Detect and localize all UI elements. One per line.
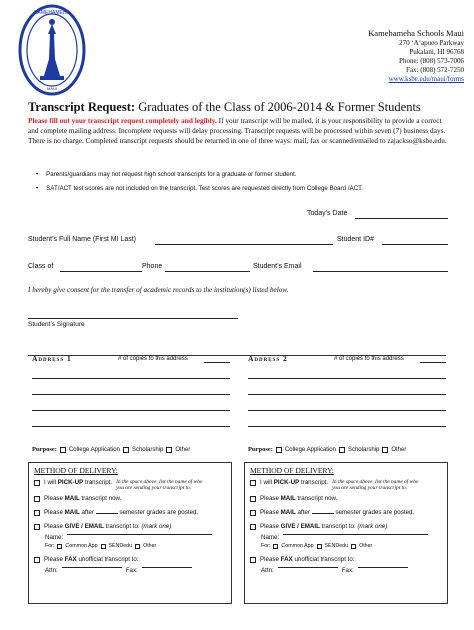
mail-now-option: Please MAIL transcript now. bbox=[245, 495, 447, 502]
phone-label: Phone bbox=[142, 263, 163, 270]
mail-after-option: Please MAIL after semester grades are posted. bbox=[29, 509, 231, 516]
svg-text:KAMEHAMEHA: KAMEHAMEHA bbox=[34, 10, 70, 16]
class-of-field[interactable] bbox=[60, 271, 142, 272]
address-2-line[interactable] bbox=[248, 394, 446, 395]
fax-checkbox[interactable] bbox=[34, 557, 40, 563]
student-id-field[interactable] bbox=[382, 244, 448, 245]
mail-after-checkbox[interactable] bbox=[250, 510, 256, 516]
sendedu-checkbox[interactable] bbox=[101, 544, 106, 549]
mail-now-checkbox[interactable] bbox=[34, 496, 40, 502]
address-1-copies-field[interactable] bbox=[204, 362, 230, 363]
instructions-red: Please fill out your transcript request completely and legibly. bbox=[28, 116, 217, 125]
mail-now-option: Please MAIL transcript now. bbox=[29, 495, 231, 502]
address-line-2: Pukalani, HI 96768 bbox=[409, 48, 464, 56]
address-1-line[interactable] bbox=[32, 410, 230, 411]
mail-after-option: Please MAIL after semester grades are posted. bbox=[245, 509, 447, 516]
give-email-checkbox[interactable] bbox=[34, 524, 40, 530]
address-1-purpose: Purpose: College Application Scholarship Other bbox=[32, 446, 191, 453]
signature-field[interactable] bbox=[28, 318, 238, 319]
college-application-checkbox[interactable] bbox=[60, 447, 66, 453]
address-2-line[interactable] bbox=[248, 426, 446, 427]
pickup-option: I will PICK-UP transcript. In the space above, list the name of who you are sending your transcript to. bbox=[245, 479, 447, 491]
other-checkbox[interactable] bbox=[166, 447, 172, 453]
svg-text:MAUI: MAUI bbox=[47, 86, 57, 91]
give-email-checkbox[interactable] bbox=[250, 524, 256, 530]
college-application-checkbox[interactable] bbox=[276, 447, 282, 453]
address-line-1: 270 ‘A‘apueo Parkway bbox=[399, 39, 464, 47]
give-for-row: For: Common App SENDedu Other bbox=[261, 543, 373, 549]
address-2-line[interactable] bbox=[248, 410, 446, 411]
fax-number: Fax: (808) 572-7250 bbox=[406, 66, 464, 74]
phone-field[interactable] bbox=[165, 271, 250, 272]
email-label: Student’s Email bbox=[253, 263, 302, 270]
note-item: • Parents/guardians may not request high school transcripts for a graduate or former student. bbox=[36, 171, 297, 178]
mail-after-checkbox[interactable] bbox=[34, 510, 40, 516]
address-2-copies-label: # of copies to this address bbox=[334, 356, 404, 362]
give-email-option: Please GIVE / EMAIL transcript to: (mark one) bbox=[245, 523, 447, 530]
give-email-option: Please GIVE / EMAIL transcript to: (mark one) bbox=[29, 523, 231, 530]
class-of-label: Class of bbox=[28, 263, 54, 270]
address-2-line[interactable] bbox=[248, 378, 446, 379]
scholarship-checkbox[interactable] bbox=[123, 447, 129, 453]
pickup-checkbox[interactable] bbox=[34, 480, 40, 486]
address-1-line[interactable] bbox=[32, 378, 230, 379]
for-other-checkbox[interactable] bbox=[135, 544, 140, 549]
website-link[interactable]: www.ksbe.edu/maui/forms bbox=[388, 75, 464, 83]
address-2-title: Address 2 bbox=[248, 354, 288, 363]
give-name-row: Name: bbox=[29, 534, 231, 541]
student-id-label: Student ID# bbox=[337, 236, 374, 243]
delivery-method-box-2 bbox=[244, 462, 448, 604]
scholarship-checkbox[interactable] bbox=[339, 447, 345, 453]
common-app-checkbox[interactable] bbox=[57, 544, 62, 549]
notes-list bbox=[36, 168, 363, 196]
address-1-copies-label: # of copies to this address bbox=[118, 356, 188, 362]
common-app-checkbox[interactable] bbox=[273, 544, 278, 549]
pickup-option: I will PICK-UP transcript. In the space above, list the name of who you are sending your transcript to. bbox=[29, 479, 231, 491]
fax-attn-row: Attn: Fax: bbox=[245, 567, 447, 574]
other-checkbox[interactable] bbox=[382, 447, 388, 453]
delivery-title: METHOD OF DELIVERY: bbox=[250, 466, 334, 475]
address-1-line[interactable] bbox=[32, 426, 230, 427]
fax-checkbox[interactable] bbox=[250, 557, 256, 563]
instructions-paragraph bbox=[28, 116, 452, 146]
consent-statement: I hereby give consent for the transfer of academic records to the institution(s) listed below. bbox=[28, 286, 289, 294]
todays-date-label: Today’s Date bbox=[307, 210, 348, 217]
for-other-checkbox[interactable] bbox=[351, 544, 356, 549]
email-field[interactable] bbox=[313, 271, 448, 272]
address-1-line[interactable] bbox=[32, 394, 230, 395]
full-name-field[interactable] bbox=[155, 244, 333, 245]
address-2-purpose: Purpose: College Application Scholarship Other bbox=[248, 446, 407, 453]
fax-option: Please FAX unofficial transcript to: bbox=[245, 556, 447, 563]
title-bold: Transcript Request: bbox=[28, 100, 136, 114]
address-1-title: Address 1 bbox=[32, 354, 72, 363]
fax-attn-row: Attn: Fax: bbox=[29, 567, 231, 574]
sendedu-checkbox[interactable] bbox=[317, 544, 322, 549]
give-for-row: For: Common App SENDedu Other bbox=[45, 543, 157, 549]
contact-block bbox=[368, 28, 464, 84]
phone-number: Phone: (808) 573-7006 bbox=[399, 57, 464, 65]
school-name: Kamehameha Schools Maui bbox=[368, 28, 464, 38]
title-rest: Graduates of the Class of 2006-2014 & Former Students bbox=[138, 100, 421, 114]
fax-option: Please FAX unofficial transcript to: bbox=[29, 556, 231, 563]
delivery-method-box-1 bbox=[28, 462, 232, 604]
delivery-title: METHOD OF DELIVERY: bbox=[34, 466, 118, 475]
school-seal-logo bbox=[18, 4, 86, 96]
todays-date-field[interactable] bbox=[355, 218, 448, 219]
form-title bbox=[28, 100, 421, 115]
address-2-copies-field[interactable] bbox=[420, 362, 446, 363]
give-name-row: Name: bbox=[245, 534, 447, 541]
signature-label: Student’s Signature bbox=[28, 321, 85, 328]
pickup-checkbox[interactable] bbox=[250, 480, 256, 486]
instructions-body: If your transcript will be mailed, it is your responsibility to provide a correct and complete mailing address. Incomplete requests will delay processing. Transcript requests will be processed within seven (7) business days. There is no charge. Completed transcript requests should be returned in one of three ways: mail, fax or scanned/emailed to zajackso@ksbe.edu. bbox=[28, 116, 447, 145]
mail-now-checkbox[interactable] bbox=[250, 496, 256, 502]
note-item: • SAT/ACT test scores are not included on the transcript. Test scores are requested directly from College Board /ACT. bbox=[36, 185, 363, 192]
full-name-label: Student’s Full Name (First MI Last) bbox=[28, 236, 137, 243]
